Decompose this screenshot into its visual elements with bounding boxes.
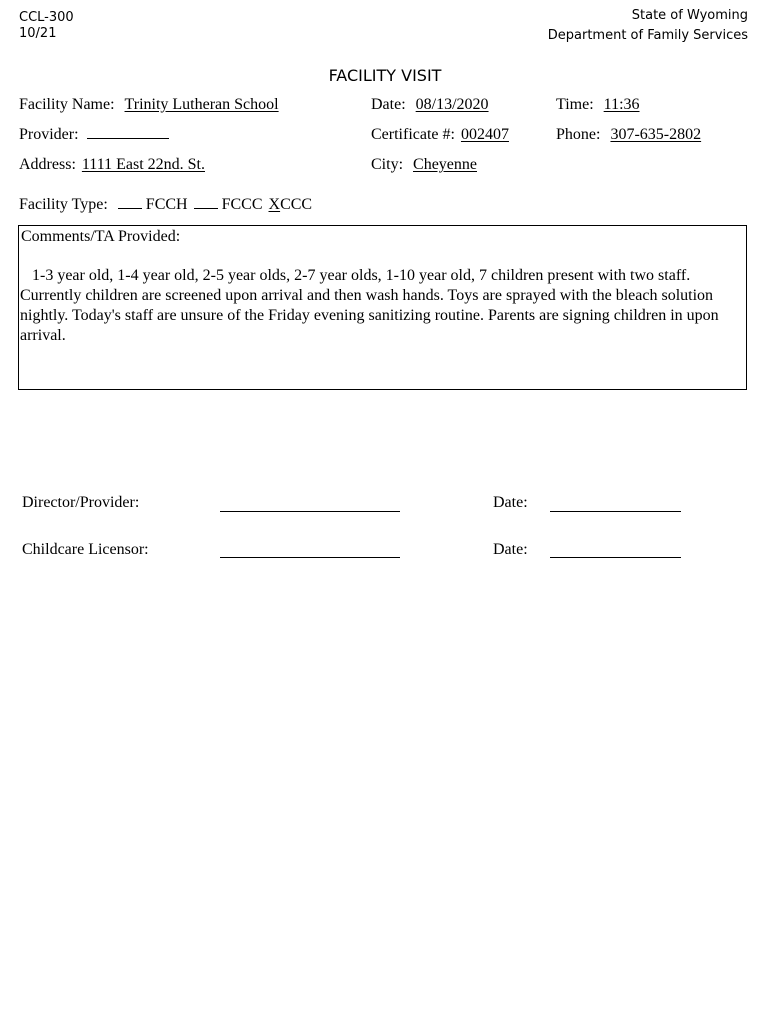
provider-label: Provider: [19,126,79,143]
facility-type-field [19,196,312,214]
licensor-label: Childcare Licensor: [22,541,149,558]
fcch-checkbox [118,207,142,209]
phone-value: 307-635-2802 [610,126,702,143]
address-field [19,156,205,174]
comments-label: Comments/TA Provided: [21,228,181,245]
form-revision: 10/21 [19,26,57,41]
phone-label: Phone: [556,126,601,143]
fccc-checkbox [194,207,218,209]
phone-field [556,126,701,144]
agency-block [548,6,748,46]
certificate-field [371,126,509,144]
time-value: 11:36 [603,96,640,113]
state-name: State of Wyoming [631,8,748,23]
date-field [371,96,489,114]
department-name: Department of Family Services [547,28,748,43]
date-value: 08/13/2020 [415,96,489,113]
director-label: Director/Provider: [22,494,140,511]
address-value: 1111 East 22nd. St. [81,156,205,173]
facility-type-label: Facility Type: [19,196,108,213]
time-label: Time: [556,96,594,113]
ccc-label: CCC [280,196,313,213]
comments-box [18,225,747,390]
director-date-label: Date: [493,494,528,511]
city-label: City: [371,156,404,173]
address-label: Address: [19,156,76,173]
ccc-checkbox: X [268,196,281,213]
licensor-signature-line [220,557,400,558]
fccc-label: FCCC [221,196,263,213]
city-field [371,156,477,174]
facility-name-value: Trinity Lutheran School [124,96,279,113]
comments-text: 1-3 year old, 1-4 year old, 2-5 year olds, 2-7 year olds, 1-10 year old, 7 children present with two staff. Currently children are screened upon arrival and then wash hands. Toys are sprayed with the bleach solution nightly. Today's staff are unsure of the Friday evening sanitizing routine. Parents are signing children in upon arrival. [20,267,719,344]
licensor-date-line [550,557,681,558]
fcch-label: FCCH [145,196,188,213]
facility-name-field [19,96,279,114]
city-value: Cheyenne [413,156,477,173]
certificate-value: 002407 [460,126,509,143]
licensor-date-label: Date: [493,541,528,558]
director-signature-line [220,511,400,512]
provider-field [19,126,169,144]
form-code [19,10,74,42]
form-number: CCL-300 [19,10,74,25]
form-title: FACILITY VISIT [328,66,442,85]
provider-blank [87,137,169,139]
facility-name-label: Facility Name: [19,96,115,113]
certificate-label: Certificate #: [371,126,455,143]
time-field [556,96,640,114]
director-date-line [550,511,681,512]
date-label: Date: [371,96,406,113]
